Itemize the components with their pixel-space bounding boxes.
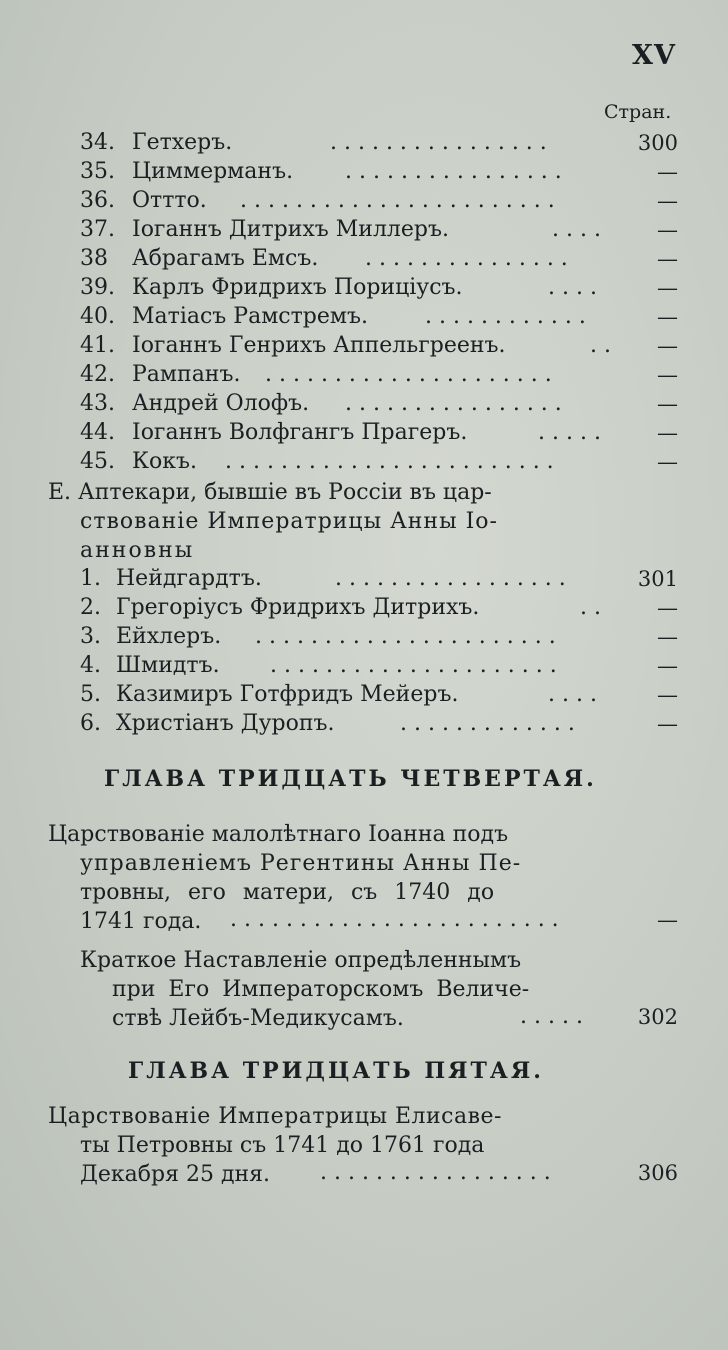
chapter-heading: ГЛАВА ТРИДЦАТЬ ЧЕТВЕРТАЯ.: [104, 766, 597, 792]
dot-leader: . .: [590, 333, 611, 358]
chapter-34-line: тровны, его матери, съ 1740 до: [80, 880, 495, 905]
page-ref: —: [657, 218, 678, 242]
page-ref: —: [657, 596, 678, 620]
dot-leader: . . . . . . . . . . . . . . . . .: [320, 1160, 551, 1185]
dot-leader: . . . .: [552, 217, 601, 242]
dot-leader: . . . . .: [538, 420, 601, 445]
page-ref: —: [657, 421, 678, 445]
dot-leader: . . . . . . . . . . . . . . . .: [345, 159, 562, 184]
page-ref: —: [657, 276, 678, 300]
chapter-35-line: ты Петровны съ 1741 до 1761 года: [80, 1133, 485, 1158]
chapter-34-line: Царствованiе малолѣтнаго Іоанна подъ: [48, 822, 509, 847]
page-ref: —: [657, 683, 678, 707]
dot-leader: . . . . . . . . . . . . . . . .: [330, 130, 547, 155]
chapter-34-subline: Краткое Наставленiе опредѣленнымъ: [80, 948, 522, 973]
chapter-35-line: Декабря 25 дня.: [80, 1162, 271, 1187]
section-e-line: Е. Аптекари, бывшiе въ Россiи въ цар-: [48, 480, 492, 505]
dot-leader: . . . . . . . . . . . . . . . . . . . . . .: [255, 624, 556, 649]
page-ref: —: [657, 334, 678, 358]
dot-leader: . . . . . . . . . . . . . . . . . . . . . . . .: [230, 907, 559, 932]
dot-leader: . . . . . . . . . . . . .: [400, 711, 575, 736]
page-number: XV: [632, 40, 676, 71]
page-ref: —: [657, 392, 678, 416]
page-ref: —: [657, 908, 678, 932]
chapter-34-line: 1741 года.: [80, 909, 202, 934]
dot-leader: . . . . . . . . . . . . . . .: [365, 246, 568, 271]
page-ref: —: [657, 305, 678, 329]
dot-leader: . . . . . . . . . . . . . . . . . . . . .: [270, 653, 557, 678]
dot-leader: . . . . . . . . . . . . . . . . .: [335, 566, 566, 591]
page-column-label: Стран.: [604, 101, 672, 123]
dot-leader: . . . .: [548, 275, 597, 300]
dot-leader: . . . . . . . . . . . . . . . .: [345, 391, 562, 416]
book-page: XV Стран. 34. Гетхеръ. . . . . . . . . . . . . . . . . 300 35. Циммерманъ. . . . . . . . . . . . . . . . . — 36. Оттто. . . . . . . . . . . . . . . . . . . . . . . . — 37. Іоганнъ Дитрихъ Миллеръ. . . . . — 38 Абрагамъ Емсъ. . . . . . . . . . . . . . . . — 39. Карлъ Фридрихъ Порицiусъ. . . . . — 40. Матiасъ Рамстремъ. . . . . . . . . . . . . — 41. Іоганнъ Генрихъ Аппельгреенъ. . . — 42. Рампанъ. . . . . . . . . . . . . . . . . . . . . . — 43. Андрей Олофъ. . . . . . . . . . . . . . . . . — 44. Іоганнъ Волфгангъ Прагеръ. . . . . . — 45. Кокъ. . . . . . . . . . . . . . . . . . . . . . . . . — Е. Аптекари, бывшiе въ Россiи въ цар- ствованiе Императрицы Анны Іо- анновны 1. Нейдгардтъ. . . . . . . . . . . . . . . . . . 301 2. Грегорiусъ Фридрихъ Дитрихъ. . . — 3. Ейхлеръ. . . . . . . . . . . . . . . . . . . . . . . — 4. Шмидтъ. . . . . . . . . . . . . . . . . . . . . . — 5. Казимиръ Готфридъ Мейеръ. . . . . — 6. Христiанъ Дуропъ. . . . . . . . . . . . . . — ГЛАВА ТРИДЦАТЬ ЧЕТВЕРТАЯ. Царствованiе малолѣтнаго Іоанна подъ управленiемъ Регентины Анны Пе- тровны, его матери, съ 1740 до 1741 года. . . . . . . . . . . . . . . . . . . . . . . . . — Краткое Наставленiе опредѣленнымъ при Его Императорскомъ Величе- ствѣ Лейбъ-Медикусамъ. . . . . . 302 ГЛАВА ТРИДЦАТЬ ПЯТАЯ. Царствованiе Императрицы Елисаве- ты Петровны съ 1741 до 1761 года Декабря 25 дня. . . . . . . . . . . . . . . . . . 306: [48, 40, 678, 1187]
dot-leader: . . . . . . . . . . . . . . . . . . . . . . .: [240, 188, 555, 213]
page-ref: 301: [637, 567, 678, 591]
page-ref: —: [657, 247, 678, 271]
section-e-line: ствованiе Императрицы Анны Іо-: [80, 509, 498, 534]
page-ref: —: [657, 160, 678, 184]
chapter-34-subline: при Его Императорскомъ Величе-: [112, 977, 530, 1002]
page-ref: —: [657, 189, 678, 213]
chapter-35-line: Царствованiе Императрицы Елисаве-: [48, 1104, 502, 1129]
page-ref: 306: [637, 1161, 678, 1185]
page-ref: —: [657, 654, 678, 678]
dot-leader: . . . . . . . . . . . .: [425, 304, 586, 329]
page-ref: 300: [637, 131, 678, 155]
page-ref: 302: [637, 1005, 678, 1029]
dot-leader: . . . .: [548, 682, 597, 707]
section-e-line: анновны: [80, 538, 195, 563]
dot-leader: . . . . .: [520, 1004, 583, 1029]
dot-leader: . . . . . . . . . . . . . . . . . . . . . . . .: [225, 449, 554, 474]
chapter-34-subline: ствѣ Лейбъ-Медикусамъ.: [112, 1006, 404, 1031]
page-ref: —: [657, 363, 678, 387]
page-ref: —: [657, 625, 678, 649]
dot-leader: . .: [580, 595, 601, 620]
chapter-34-line: управленiемъ Регентины Анны Пе-: [80, 851, 522, 876]
page-ref: —: [657, 450, 678, 474]
dot-leader: . . . . . . . . . . . . . . . . . . . . .: [265, 362, 552, 387]
page-ref: —: [657, 712, 678, 736]
chapter-heading: ГЛАВА ТРИДЦАТЬ ПЯТАЯ.: [128, 1058, 544, 1084]
